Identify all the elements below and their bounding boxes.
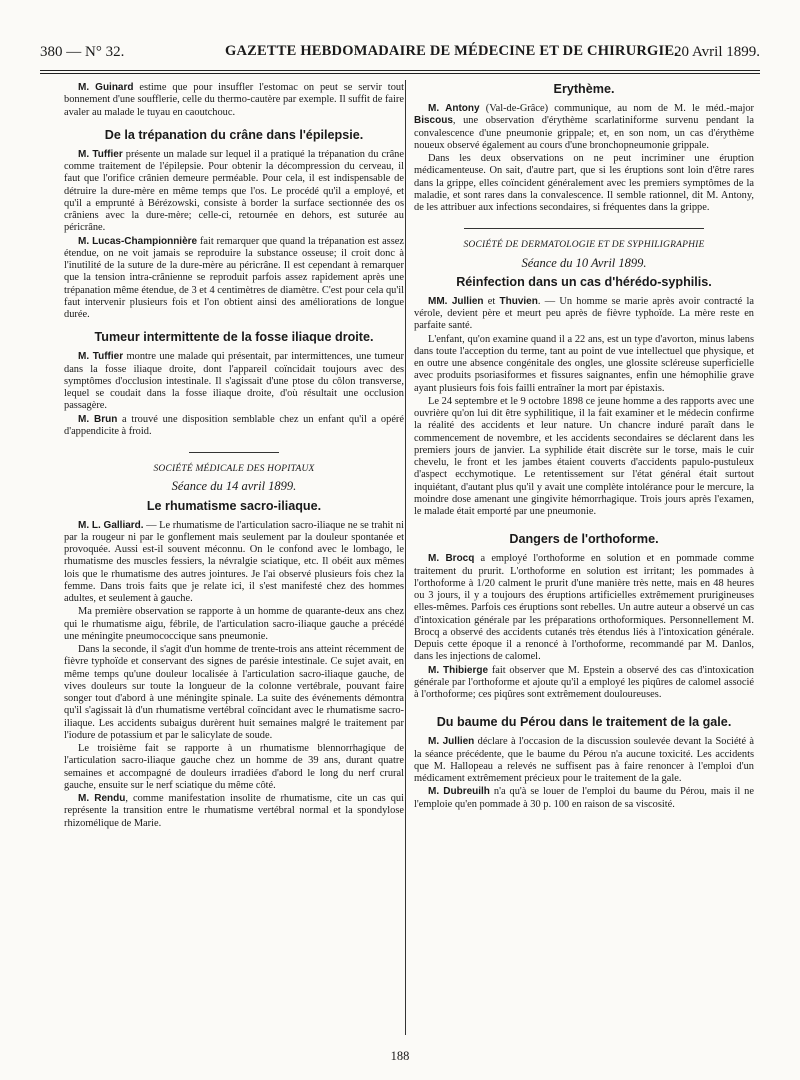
paragraph: L'enfant, qu'on examine quand il a 22 ans, est un type d'avorton, minus labens dans toute l'acception du terme, tant au point de vue intellectuel que physique, et en outre une absence congénitale des ongles, une glossite scléreuse superficielle avec produits psoriasiformes et fissures saignantes, enfin une hémophilie grave ayant plusieurs fois fois failli entraîner la mort par épistaxis. [414,333,754,394]
author-name: M. Jullien [428,736,475,748]
page-number: 188 [390,1049,410,1063]
session-date: Séance du 10 Avril 1899. [521,255,647,270]
author-name: M. Tuffier [78,351,124,363]
paragraph: M. Dubreuilh n'a qu'à se louer de l'emploi du baume du Pérou, mais il ne l'emploie qu'en pommade à 30 p. 100 en raison de sa viscosité. [414,786,754,810]
column-divider [405,80,406,1035]
author-name: MM. Jullien [428,295,484,307]
paragraph: M. Rendu, comme manifestation insolite de rhumatisme, cite un cas qui représente la transition entre le rhumatisme vertébral normal et la spondylose rhizomélique de Marie. [64,793,404,829]
section-heading: Du baume du Pérou dans le traitement de la gale. [436,715,732,730]
paragraph: M. Jullien déclare à l'occasion de la discussion soulevée devant la Société à la séance précédente, que le baume du Pérou n'a aucune toxicité. Les accidents que M. Hallopeau a relevés ne suffisent pas à faire renoncer à l'emploi d'un médicament extrêmement précieux pour le traitement de la gale. [414,736,754,784]
paragraph: M. Brocq a employé l'orthoforme en solution et en pommade comme traitement du prurit. L'orthoforme en solution est irritant; les pommades à l'orthoforme à 1/20 calment le prurit d'une manière très nette, mais en 48 heures ou 3 jours, il y a toujours des éruptions artificielles extrêmement prurigineuses elles-mêmes. Parfois ces éruptions sont rebelles. Un autre auteur a observé un cas d'intoxication générale par les préparations orthoformiques. Personnellement M. Brocq a observé des accidents cutanés très étendus liés à l'intoxication générale. Depuis cette époque il a renoncé à l'orthoforme, recommandé par M. Danlos, dans les injections de calomel. [414,553,754,663]
section-separator [189,452,279,453]
paragraph: Dans les deux observations on ne peut incriminer une éruption médicamenteuse. On sait, d'autre part, que si les éruptions sont loin d'être rares dans la grippe, elles coïncident généralement avec les premiers symptômes de la maladie, et sont rares dans la convalescence. Il semble rationnel, dit M. Antony, de les attribuer aux infections secondaires, si fréquentes dans la grippe. [414,153,754,213]
author-name: M. Thibierge [428,664,489,676]
paragraph: Dans la seconde, il s'agit d'un homme de trente-trois ans atteint récemment de fièvre typhoïde et conservant des signes de parésie intestinale. Ce sujet avait, en même temps qu'une douleur localisée à l'articulation sacro-iliaque gauche, de vives douleurs sur toute la longueur de la colonne vertébrale, pouvant faire songer tout d'abord à une méningite spinale. La suite des événements démontra qu'il s'agissait là d'un rhumatisme vertébral coïncidant avec le rhumatisme sacro-iliaque. Les accidents subaigus durèrent huit semaines malgré le traitement par l'iodure de potassium et par le salicylate de soude. [64,644,404,741]
paragraph: M. Tuffier montre une malade qui présentait, par intermittences, une tumeur dans la fosse iliaque droite, dont l'appareil coïncidait toujours avec des symptômes d'occlusion intestinale. Il s'agissait d'une ptose du côlon transverse, lequel se coudait dans la fosse iliaque droite, d'où résultait une occlusion passagère. [64,351,404,412]
paragraph: M. Guinard estime que pour insuffler l'estomac on peut se servir tout bonnement d'une soufflerie, celle du thermo-cautère par exemple. Il suffit de faire avaler au malade le tuyau en caoutchouc. [64,82,404,118]
paragraph: Ma première observation se rapporte à un homme de quarante-deux ans chez qui le rhumatisme aigu, fébrile, de l'articulation sacro-iliaque gauche a précédé une méningite pneumococcique sans pneumonie. [64,606,404,642]
author-name: M. Brun [78,413,118,425]
header-rule-2 [40,73,760,74]
running-header [40,40,760,68]
paragraph: M. Brun a trouvé une disposition semblable chez un enfant qu'il a opéré d'appendicite à froid. [64,413,405,437]
paragraph: M. Thibierge fait observer que M. Epstein a observé des cas d'intoxication générale par l'orthoforme et ajoute qu'il a employé les piqûres de calomel associé à l'orthoforme; ces piqûres sont extrêmement douloureuses. [414,664,754,700]
paragraph: Le troisième fait se rapporte à un rhumatisme blennorrhagique de l'articulation sacro-iliaque gauche chez un homme de 39 ans, durant quatre semaines et accompagné de douleurs irradiées d'abord le long du nerf crural gauche, ensuite sur le nerf sciatique du même côté. [64,743,404,791]
section-heading: Dangers de l'orthoforme. [509,532,659,547]
author-name: M. Tuffier [78,148,123,160]
author-name: M. L. Galliard. [78,519,144,531]
paragraph: M. Tuffier présente un malade sur lequel il a pratiqué la trépanation du crâne comme traitement de l'épilepsie. Pour obtenir la décompression du cerveau, il faut que l'orifice crânien demeure perméable. Pour cela, il est indispensable de détruire la dure-mère en même temps que l'os. Le procédé qu'il a employé, et qu'il a emprunté à Bérézowski, consiste à border la surface sectionnée des os crâniens avec la dure-mère; celle-ci, retournée en dehors, est suturée au péricrâne. [64,148,404,234]
author-name: M. Guinard [78,82,134,93]
header-rule [40,70,760,71]
author-name: Biscous [414,115,453,127]
session-date: Séance du 14 avril 1899. [171,479,297,494]
section-heading: Erythème. [553,82,615,96]
society-title: SOCIÉTÉ MÉDICALE DES HOPITAUX [153,464,315,474]
author-name: M. Brocq [428,553,475,565]
section-heading: De la trépanation du crâne dans l'épilepsie. [104,127,364,142]
journal-title: GAZETTE HEBDOMADAIRE DE MÉDECINE ET DE CHIRURGIE. [225,43,679,59]
paragraph: M. L. Galliard. — Le rhumatisme de l'articulation sacro-iliaque ne se trahit ni par la rougeur ni par le gonflement mais seulement par la douleur spontanée et provoquée. Aussi est-il souvent méconnu. On le confond avec le lombago, le rhumatisme des muscles fessiers, la névralgie sciatique, etc. Il obéit aux mêmes lois que le rhumatisme des autres jointures. Je l'ai observé plusieurs fois chez la femme. Dans trois faits que je relate ici, il s'est manifesté chez des hommes adultes, et seulement à gauche. [64,519,404,604]
paragraph: Le 24 septembre et le 9 octobre 1898 ce jeune homme a des rapports avec une ouvrière qu'on lui dit être syphilitique, il la fait examiner et le médecin confirme la réalité des accidents et leur nature. Un chancre induré paraît dans le commencement de novembre, et les accidents secondaires se déclarent dans les premiers jours de janvier. La syphilide était discrète sur le torse, mais le cuir chevelu, le front et les jambes étaient couverts d'accidents papulo-pustuleux d'aspect ecchymotique. Le retentissement sur l'état général était surtout inquiétant, d'autant plus qu'il y avait une complète intolérance pour le mercure, la moindre dose amenant une gingivite hémorrhagique. Trois jours après l'examen, le malade était emporté par une pneumonie. [414,395,754,517]
section-heading: Réinfection dans un cas d'hérédo-syphilis. [456,274,712,289]
author-name: M. Lucas-Championnière [78,235,198,247]
paragraph: M. Lucas-Championnière fait remarquer que quand la trépanation est assez étendue, on ne voit jamais se reproduire la substance osseuse; il croit donc à l'inutilité de la suture de la dure-mère au péricrâne. Il est cependant à remarquer que la tension intra-crânienne se reproduit parfois assez rapidement après une trépanation même étendue, de 3 et 4 centimètres de diamètre. C'est pour cela qu'il faut intervenir plusieurs fois et l'on obtient ainsi des améliorations de longue durée. [64,235,404,320]
issue-date: 20 Avril 1899. [674,44,760,60]
section-heading: Le rhumatisme sacro-iliaque. [146,498,322,513]
right-column [414,82,754,812]
section-heading: Tumeur intermittente de la fosse iliaque droite. [94,330,374,345]
page-issue-number: 380 — N° 32. [40,44,125,60]
paragraph: M. Antony (Val-de-Grâce) communique, au nom de M. le méd.-major Biscous, une observation d'érythème scarlatiniforme survenu pendant la convalescence d'une pneumonie grippale; et, en son nom, un cas d'érythème noueux observé également au cours d'une bronchopneumonie grippale. [414,103,754,151]
section-separator [464,228,704,229]
society-title: SOCIÉTÉ DE DERMATOLOGIE ET DE SYPHILIGRAPHIE [463,240,705,251]
author-name: Thuvien [499,295,538,307]
paragraph: MM. Jullien et Thuvien. — Un homme se marie après avoir contracté la vérole, devient père et meurt peu après de fièvre typhoïde. La mère reste en parfaite santé. [414,295,754,332]
author-name: M. Rendu [78,793,126,804]
author-name: M. Dubreuilh [428,786,490,798]
author-name: M. Antony [428,103,480,114]
left-column [64,82,404,831]
